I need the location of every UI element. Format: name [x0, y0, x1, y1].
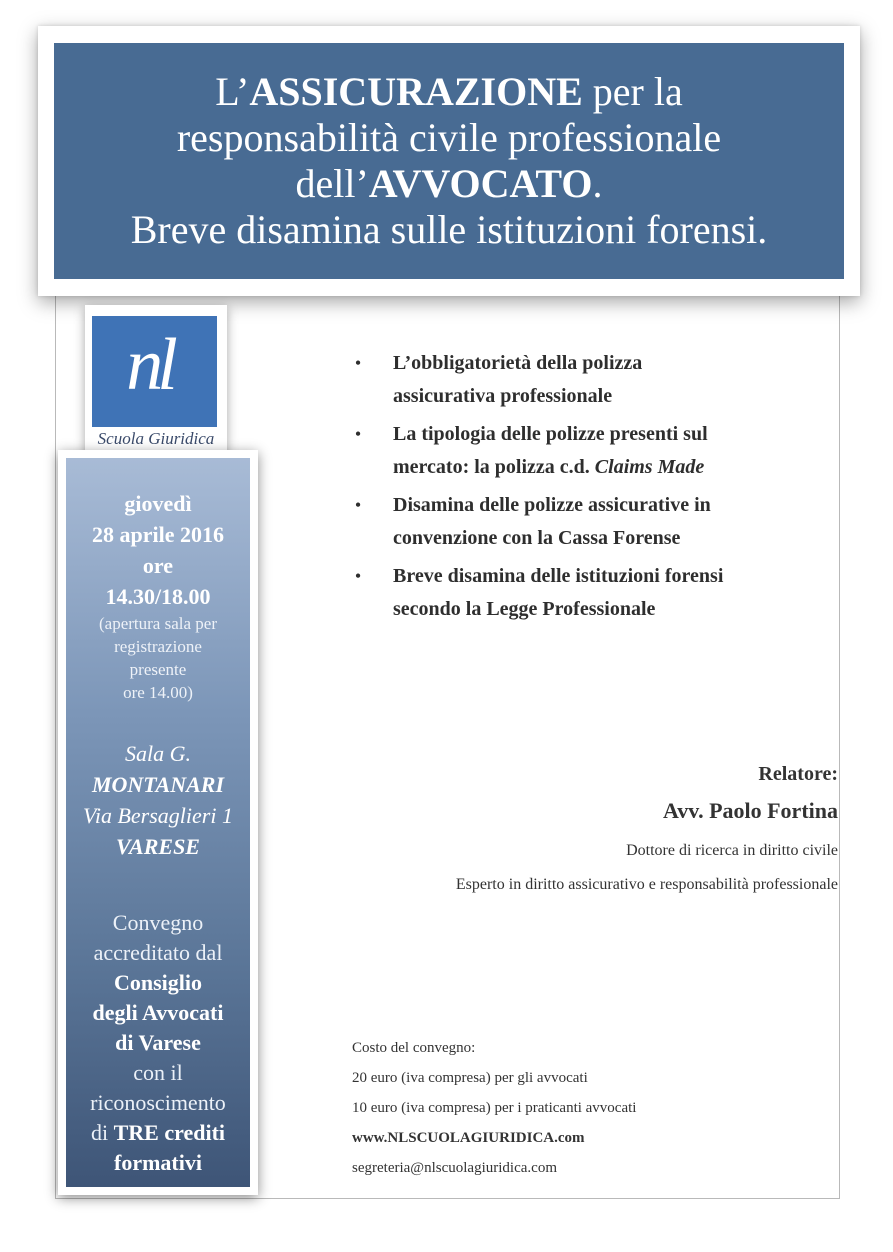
bullet-icon: • — [355, 497, 361, 514]
event-ore: ore — [142, 553, 174, 578]
topic-line: convenzione con la Cassa Forense — [393, 527, 681, 549]
title-text: dell’ — [295, 161, 369, 206]
bullet-icon: • — [355, 355, 361, 372]
event-note: presente — [129, 660, 187, 679]
topic-line — [393, 451, 848, 484]
logo — [85, 305, 227, 460]
bullet-icon: • — [355, 568, 361, 585]
accreditation-line — [66, 1118, 250, 1148]
venue-address: Via Bersaglieri 1 — [83, 803, 233, 828]
cost-heading: Costo del convegno: — [352, 1040, 476, 1056]
title-card — [38, 26, 860, 296]
title-banner — [54, 43, 844, 279]
accreditation-line — [66, 1148, 250, 1178]
event-venue — [66, 738, 250, 862]
topic-term: Claims Made — [594, 456, 705, 478]
speaker-expertise: Esperto in diritto assicurativo e responsabilità professionale — [455, 876, 838, 893]
accreditation-body: di Varese — [115, 1030, 201, 1055]
topic-line: secondo la Legge Professionale — [393, 598, 656, 620]
accreditation-line: con il — [133, 1060, 183, 1085]
accreditation-text: di — [90, 1120, 114, 1145]
title-line-2: responsabilità civile professionale — [176, 115, 722, 160]
topics-list — [348, 347, 848, 631]
cost-lawyers: 20 euro (iva compresa) per gli avvocati — [352, 1070, 588, 1086]
event-datetime — [66, 488, 250, 704]
topic-text: mercato: la polizza c.d. — [393, 456, 595, 478]
topic-line: Disamina delle polizze assicurative in — [393, 494, 711, 516]
topic-line: L’obbligatorietà della polizza — [393, 352, 643, 374]
accreditation-body: degli Avvocati — [92, 1000, 224, 1025]
event-note: (apertura sala per — [99, 614, 217, 633]
cost-trainees: 10 euro (iva compresa) per i praticanti avvocati — [352, 1100, 637, 1116]
list-item — [348, 560, 848, 626]
title-line-1 — [54, 69, 844, 115]
accreditation-credits: TRE crediti — [113, 1120, 226, 1145]
speaker-title: Dottore di ricerca in diritto civile — [626, 842, 838, 859]
event-note: registrazione — [114, 637, 202, 656]
event-date: 28 aprile 2016 — [92, 522, 224, 547]
accreditation-line — [66, 998, 250, 1028]
logo-caption: Scuola Giuridica — [97, 429, 215, 448]
accreditation-credits: formativi — [114, 1150, 202, 1175]
logo-mark: nl — [126, 324, 172, 406]
accreditation-line — [66, 968, 250, 998]
accreditation-line: Convegno — [112, 910, 204, 935]
speaker-role: Relatore: — [758, 763, 838, 785]
accreditation — [66, 908, 250, 1178]
list-item — [348, 418, 848, 484]
accreditation-line — [66, 1028, 250, 1058]
accreditation-line: riconoscimento — [90, 1090, 226, 1115]
title-text: . — [592, 161, 603, 206]
topic-line: assicurativa professionale — [393, 385, 613, 407]
accreditation-body: Consiglio — [113, 970, 203, 995]
bullet-icon: • — [355, 426, 361, 443]
cost-info — [352, 1037, 636, 1187]
title-emphasis: ASSICURAZIONE — [249, 69, 583, 114]
title-line-3 — [54, 161, 844, 207]
accreditation-line: accreditato dal — [93, 940, 223, 965]
speaker-name: Avv. Paolo Fortina — [663, 798, 838, 823]
list-item — [348, 347, 848, 413]
title-emphasis: AVVOCATO — [368, 161, 593, 206]
list-item — [348, 489, 848, 555]
speaker-block — [358, 760, 838, 898]
website-link[interactable]: www.NLSCUOLAGIURIDICA.com — [352, 1130, 585, 1146]
title-line-4: Breve disamina sulle istituzioni forensi. — [130, 207, 768, 252]
title-text: per la — [582, 69, 683, 114]
event-day: giovedì — [124, 491, 192, 516]
topic-line: Breve disamina delle istituzioni forensi — [393, 565, 724, 587]
sidebar-panel — [66, 458, 250, 1187]
venue-hall: Sala G. — [125, 741, 191, 766]
event-time: 14.30/18.00 — [105, 584, 211, 609]
email-link[interactable]: segreteria@nlscuolagiuridica.com — [352, 1160, 557, 1176]
venue-city: VARESE — [116, 834, 200, 859]
sidebar-card — [58, 450, 258, 1195]
topic-line: La tipologia delle polizze presenti sul — [393, 423, 708, 445]
title-text: L’ — [215, 69, 250, 114]
venue-hall-name: MONTANARI — [91, 772, 225, 797]
event-note: ore 14.00) — [123, 683, 193, 702]
